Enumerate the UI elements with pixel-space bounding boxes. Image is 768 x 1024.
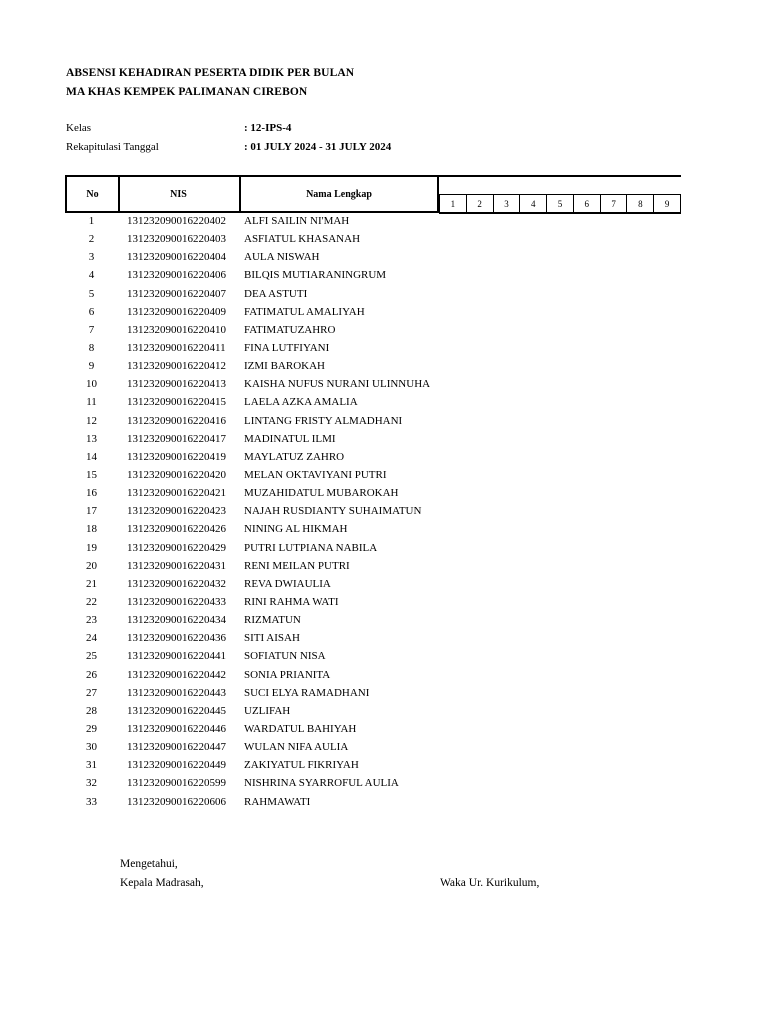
- row-nis: 131232090016220442: [127, 668, 226, 681]
- row-nis: 131232090016220410: [127, 323, 226, 336]
- row-no: 16: [86, 487, 97, 500]
- row-nama: NINING AL HIKMAH: [244, 523, 348, 536]
- row-no: 7: [88, 323, 95, 336]
- row-nama: DEA ASTUTI: [244, 287, 308, 300]
- row-nis: 131232090016220412: [127, 360, 226, 373]
- table-row: [65, 522, 685, 540]
- row-nis: 131232090016220426: [127, 523, 226, 536]
- row-nis: 131232090016220419: [127, 450, 226, 463]
- row-no: 20: [86, 559, 97, 572]
- table-row: [65, 323, 685, 341]
- row-no: 3: [88, 251, 95, 264]
- row-nama: PUTRI LUTPIANA NABILA: [244, 541, 378, 554]
- row-nis: 131232090016220446: [127, 722, 226, 735]
- row-no: 26: [86, 668, 97, 681]
- row-nama: REVA DWIAULIA: [244, 577, 331, 590]
- row-nama: ALFI SAILIN NI'MAH: [244, 215, 350, 227]
- row-no: 30: [86, 741, 97, 754]
- table-row: [65, 795, 685, 813]
- row-no: 25: [86, 650, 97, 663]
- row-nis: 131232090016220443: [127, 686, 226, 699]
- row-no: 22: [86, 595, 97, 608]
- table-row: [65, 486, 685, 504]
- row-nama: FATIMATUL AMALIYAH: [244, 305, 365, 318]
- row-no: 18: [86, 523, 97, 536]
- row-no: 1: [88, 215, 95, 227]
- table-row: [65, 450, 685, 468]
- row-nama: SITI AISAH: [244, 632, 300, 645]
- table-row: [65, 468, 685, 486]
- row-no: 4: [88, 269, 95, 282]
- row-nama: BILQIS MUTIARANINGRUM: [244, 269, 387, 282]
- row-nis: 131232090016220441: [127, 650, 226, 663]
- row-nama: FATIMATUZAHRO: [244, 323, 336, 336]
- row-no: 29: [86, 722, 97, 735]
- row-nama: NAJAH RUSDIANTY SUHAIMATUN: [244, 505, 422, 518]
- rekap-value: : 01 JULY 2024 - 31 JULY 2024: [244, 141, 392, 153]
- attendance-table-body: [65, 214, 685, 813]
- table-row: [65, 268, 685, 286]
- row-nis: 131232090016220432: [127, 577, 226, 590]
- column-header-nama: Nama Lengkap: [241, 175, 439, 213]
- row-nama: MUZAHIDATUL MUBAROKAH: [244, 487, 399, 500]
- waka-kurikulum-label: Waka Ur. Kurikulum,: [440, 877, 540, 889]
- row-no: 15: [86, 468, 97, 481]
- table-row: [65, 595, 685, 613]
- day-columns-header: [439, 175, 681, 213]
- day-number-cell: 3: [494, 195, 521, 212]
- school-name: MA KHAS KEMPEK PALIMANAN CIREBON: [66, 86, 308, 98]
- row-no: 9: [88, 360, 95, 373]
- row-nama: RENI MEILAN PUTRI: [244, 559, 350, 572]
- row-no: 21: [86, 577, 97, 590]
- row-nama: UZLIFAH: [244, 704, 291, 717]
- row-nama: KAISHA NUFUS NURANI ULINNUHA: [244, 378, 431, 391]
- row-nis: 131232090016220433: [127, 595, 226, 608]
- table-row: [65, 649, 685, 667]
- row-nama: RIZMATUN: [244, 614, 301, 627]
- document-title: ABSENSI KEHADIRAN PESERTA DIDIK PER BULAN: [66, 67, 355, 79]
- row-nis: 131232090016220445: [127, 704, 226, 717]
- row-no: 33: [86, 795, 97, 808]
- table-row: [65, 613, 685, 631]
- row-nama: LINTANG FRISTY ALMADHANI: [244, 414, 403, 427]
- row-no: 11: [86, 396, 97, 409]
- table-row: [65, 776, 685, 794]
- row-nama: SOFIATUN NISA: [244, 650, 326, 663]
- row-nama: IZMI BAROKAH: [244, 360, 325, 373]
- row-nis: 131232090016220599: [127, 777, 226, 790]
- row-nis: 131232090016220421: [127, 487, 226, 500]
- row-nama: SONIA PRIANITA: [244, 668, 331, 681]
- row-nama: NISHRINA SYARROFUL AULIA: [244, 777, 399, 790]
- day-number-cell: 7: [601, 195, 628, 212]
- row-nama: FINA LUTFIYANI: [244, 341, 330, 354]
- row-nis: 131232090016220413: [127, 378, 226, 391]
- table-row: [65, 722, 685, 740]
- table-row: [65, 359, 685, 377]
- table-row: [65, 305, 685, 323]
- row-nama: WULAN NIFA AULIA: [244, 741, 349, 754]
- day-number-cell: 8: [627, 195, 654, 212]
- mengetahui-label: Mengetahui,: [120, 858, 178, 870]
- table-row: [65, 232, 685, 250]
- table-row: [65, 287, 685, 305]
- row-nama: ASFIATUL KHASANAH: [244, 233, 361, 246]
- row-nis: 131232090016220411: [127, 341, 226, 354]
- table-row: [65, 758, 685, 776]
- day-number-cell: 1: [439, 195, 467, 212]
- day-header-top-border: [439, 175, 681, 177]
- column-header-nis: NIS: [118, 175, 241, 213]
- row-nis: 131232090016220447: [127, 741, 226, 754]
- day-number-cell: 5: [547, 195, 574, 212]
- row-no: 19: [86, 541, 97, 554]
- row-nama: AULA NISWAH: [244, 251, 320, 264]
- day-number-cell: 6: [574, 195, 601, 212]
- row-no: 23: [86, 614, 97, 627]
- table-row: [65, 631, 685, 649]
- table-row: [65, 214, 685, 232]
- row-nis: 131232090016220417: [127, 432, 226, 445]
- row-nama: SUCI ELYA RAMADHANI: [244, 686, 370, 699]
- row-no: 14: [86, 450, 97, 463]
- kelas-value: : 12-IPS-4: [244, 122, 292, 134]
- row-nis: 131232090016220431: [127, 559, 226, 572]
- day-number-cell: 9: [654, 195, 681, 212]
- row-nis: 131232090016220403: [127, 233, 226, 246]
- row-no: 27: [86, 686, 97, 699]
- row-nis: 131232090016220436: [127, 632, 226, 645]
- day-number-row: [439, 194, 681, 214]
- row-nis: 131232090016220415: [127, 396, 226, 409]
- table-row: [65, 250, 685, 268]
- row-no: 24: [86, 632, 97, 645]
- row-nis: 131232090016220606: [127, 795, 226, 808]
- row-no: 6: [88, 305, 95, 318]
- table-row: [65, 577, 685, 595]
- row-nis: 131232090016220409: [127, 305, 226, 318]
- row-nama: RAHMAWATI: [244, 795, 311, 808]
- row-nis: 131232090016220429: [127, 541, 226, 554]
- row-nis: 131232090016220423: [127, 505, 226, 518]
- day-number-cell: 2: [467, 195, 494, 212]
- row-nis: 131232090016220404: [127, 251, 226, 264]
- row-nis: 131232090016220449: [127, 759, 226, 772]
- row-nama: LAELA AZKA AMALIA: [244, 396, 358, 409]
- table-row: [65, 414, 685, 432]
- table-row: [65, 341, 685, 359]
- row-nis: 131232090016220434: [127, 614, 226, 627]
- row-nis: 131232090016220407: [127, 287, 226, 300]
- kepala-madrasah-label: Kepala Madrasah,: [120, 877, 204, 889]
- row-no: 2: [88, 233, 95, 246]
- row-no: 5: [88, 287, 95, 300]
- row-no: 10: [86, 378, 97, 391]
- table-row: [65, 704, 685, 722]
- kelas-label: Kelas: [66, 122, 92, 134]
- table-row: [65, 668, 685, 686]
- column-header-no: No: [65, 175, 120, 213]
- row-nama: MAYLATUZ ZAHRO: [244, 450, 345, 463]
- table-row: [65, 504, 685, 522]
- table-row: [65, 740, 685, 758]
- row-no: 17: [86, 505, 97, 518]
- day-number-cell: 4: [520, 195, 547, 212]
- rekap-label: Rekapitulasi Tanggal: [66, 141, 159, 153]
- row-nis: 131232090016220420: [127, 468, 226, 481]
- row-nama: ZAKIYATUL FIKRIYAH: [244, 759, 359, 772]
- row-no: 32: [86, 777, 97, 790]
- row-nama: MADINATUL ILMI: [244, 432, 336, 445]
- table-row: [65, 432, 685, 450]
- table-row: [65, 395, 685, 413]
- row-nama: MELAN OKTAVIYANI PUTRI: [244, 468, 387, 481]
- row-no: 28: [86, 704, 97, 717]
- table-row: [65, 377, 685, 395]
- table-row: [65, 559, 685, 577]
- row-no: 13: [86, 432, 97, 445]
- row-nis: 131232090016220406: [127, 269, 226, 282]
- row-nama: WARDATUL BAHIYAH: [244, 722, 357, 735]
- table-row: [65, 686, 685, 704]
- table-row: [65, 541, 685, 559]
- row-no: 31: [86, 759, 97, 772]
- row-nis: 131232090016220416: [127, 414, 226, 427]
- row-no: 12: [86, 414, 97, 427]
- row-nis: 131232090016220402: [127, 215, 226, 227]
- row-no: 8: [88, 341, 95, 354]
- row-nama: RINI RAHMA WATI: [244, 595, 339, 608]
